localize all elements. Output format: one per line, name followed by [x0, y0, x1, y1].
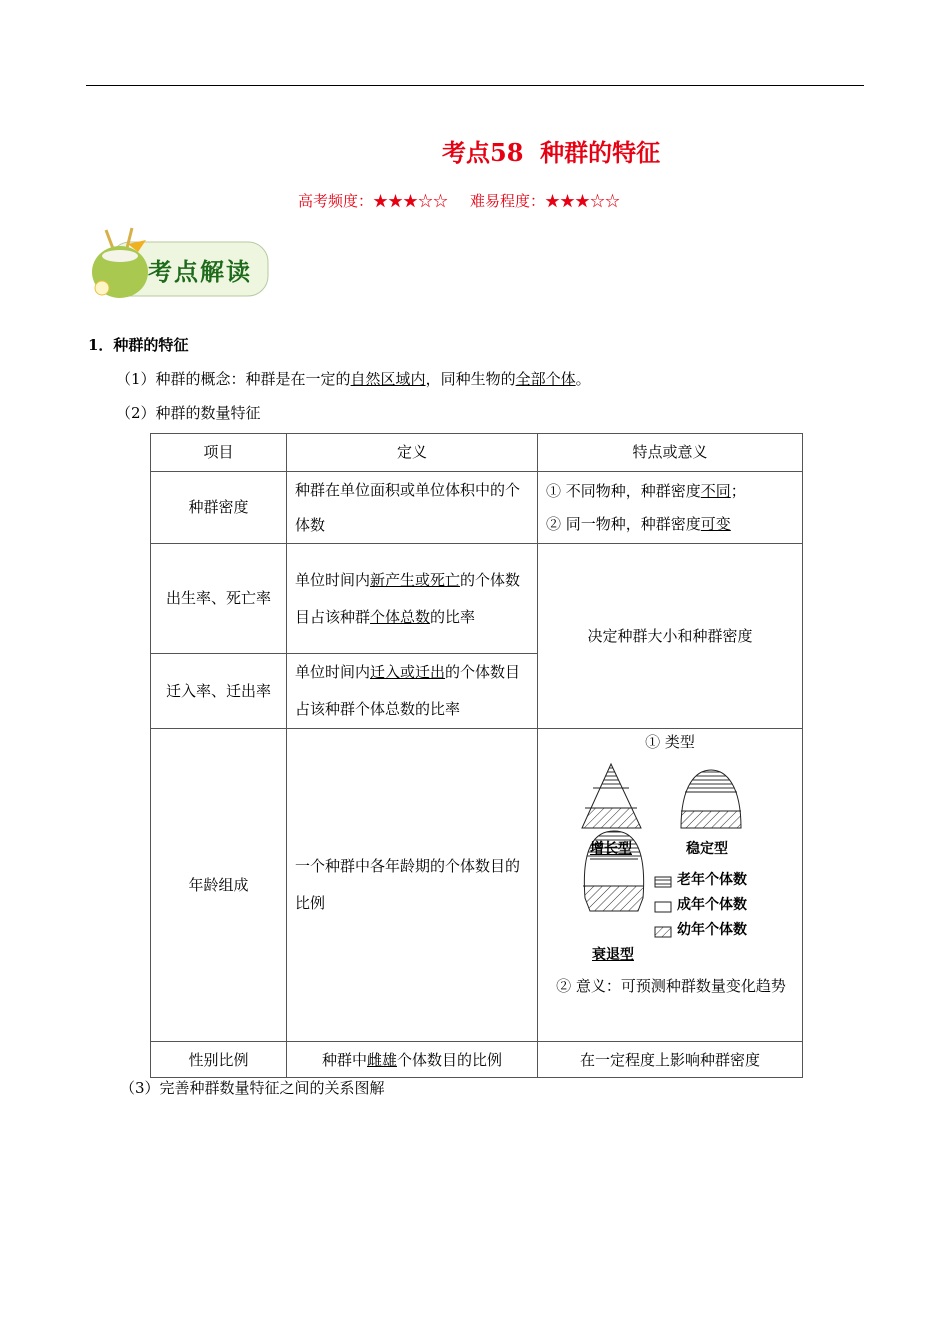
underlined-text: 个体总数	[370, 607, 431, 626]
feature-cell: 在一定程度上影响种群密度	[538, 1042, 803, 1078]
header-rule	[86, 85, 864, 86]
features-table	[150, 433, 803, 1078]
definition-cell	[287, 1042, 538, 1078]
page-title: 考点58 种群的特征	[442, 138, 661, 167]
text: 的比率	[430, 607, 476, 626]
text: 个体数目的比例	[397, 1050, 503, 1069]
legend-item: 老年个体数	[677, 872, 747, 888]
underlined-text: 新产生或死亡	[370, 570, 461, 589]
table-row	[151, 729, 803, 1042]
legend	[677, 868, 747, 943]
stable-label: 稳定型	[686, 841, 728, 857]
item-cell: 迁入率、迁出率	[151, 654, 287, 729]
text: ① 不同物种，种群密度	[546, 481, 701, 500]
table-row	[151, 544, 803, 654]
feature-cell	[538, 472, 803, 544]
text: 。	[575, 370, 591, 388]
legend-young-swatch	[655, 927, 671, 937]
section-badge	[88, 226, 270, 302]
feature-cell: 决定种群大小和种群密度	[538, 544, 803, 729]
section-heading: 1．种群的特征	[88, 336, 189, 354]
text: ；	[730, 481, 746, 500]
growth-pyramid	[578, 764, 648, 828]
frequency-stars: ★★★☆☆	[373, 192, 449, 210]
definition-cell	[287, 544, 538, 654]
item-cell: 年龄组成	[151, 729, 287, 1042]
badge-text: 考点解读	[148, 257, 252, 286]
underlined-text: 雌雄	[366, 1050, 397, 1069]
text: 种群中	[321, 1050, 367, 1069]
difficulty-label: 难易程度：	[470, 192, 546, 210]
text: ，同种生物的	[425, 370, 516, 388]
decline-label: 衰退型	[592, 947, 634, 963]
table-row	[151, 1042, 803, 1078]
type-label: ① 类型	[645, 733, 695, 751]
text: 的个体数目占该种群	[295, 570, 521, 626]
legend-item: 成年个体数	[677, 897, 747, 913]
paragraph-quantity: （2）种群的数量特征	[116, 404, 261, 422]
paragraph-concept	[116, 368, 591, 389]
table-row	[151, 472, 803, 544]
text: ② 同一物种，种群密度	[546, 514, 701, 533]
header-cell: 项目	[151, 434, 287, 472]
definition-cell	[287, 654, 538, 729]
legend-adult-swatch	[655, 902, 671, 912]
underlined-text: 自然区域内	[350, 370, 426, 388]
header-cell: 定义	[287, 434, 538, 472]
header-cell: 特点或意义	[538, 434, 803, 472]
definition-cell: 一个种群中各年龄期的个体数目的比例	[287, 729, 538, 1042]
age-pyramid-diagram	[538, 755, 802, 960]
legend-item: 幼年个体数	[677, 922, 747, 938]
meaning-text: ② 意义：可预测种群数量变化趋势	[556, 977, 786, 995]
text: 单位时间内	[295, 663, 371, 681]
text: 的个体数目占该种群个体总数的比率	[295, 663, 521, 718]
legend-old-swatch	[655, 877, 671, 887]
item-cell: 性别比例	[151, 1042, 287, 1078]
frequency-label: 高考频度：	[298, 192, 374, 210]
difficulty-stars: ★★★☆☆	[545, 192, 621, 210]
item-cell: 种群密度	[151, 472, 287, 544]
underlined-text: 全部个体	[515, 370, 576, 388]
item-cell: 出生率、死亡率	[151, 544, 287, 654]
table-header-row	[151, 434, 803, 472]
underlined-text: 不同	[700, 481, 731, 500]
growth-label: 增长型	[590, 841, 632, 857]
difficulty-meta	[298, 190, 620, 211]
stable-pyramid	[678, 770, 748, 828]
text: 单位时间内	[295, 570, 371, 589]
text: （1）种群的概念：种群是在一定的	[116, 370, 351, 388]
underlined-text: 可变	[700, 514, 731, 533]
underlined-text: 迁入或迁出	[370, 663, 446, 681]
definition-cell: 种群在单位面积或单位体积中的个体数	[287, 472, 538, 544]
paragraph-relationship: （3）完善种群数量特征之间的关系图解	[120, 1079, 385, 1097]
feature-cell	[538, 729, 803, 1042]
